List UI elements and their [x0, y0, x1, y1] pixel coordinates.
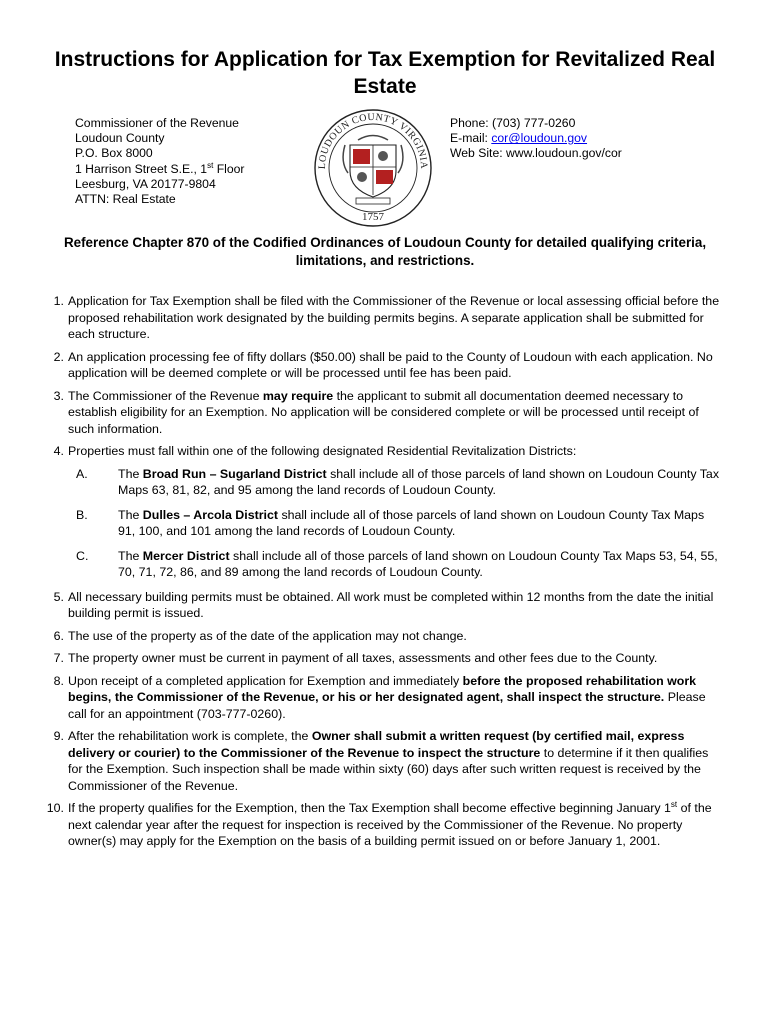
contact-info: [450, 116, 622, 162]
phone-text: Phone: (703) 777-0260: [450, 116, 576, 130]
list-item: 4. Properties must fall within one of the following designated Residential Revitalization Districts: A. The Broad Run – Sugarland District shall include all of those parcels of land shown on Loudoun County Tax Maps 63, 81, 82, and 95 among the land records of Loudoun County. B. The Dulles – Arcola District shall include all of those parcels of land shown on Loudoun County Tax Maps 91, 100, and 101 among the land records of Loudoun County. C. The Mercer District shall include all of those parcels of land shown on Loudoun County Tax Maps 53, 54, 55, 70, 71, 72, 86, and 89 among the land records of Loudoun County.: [40, 443, 720, 581]
district-item: A. The Broad Run – Sugarland District shall include all of those parcels of land shown on Loudoun County Tax Maps 63, 81, 82, and 95 among the land records of Loudoun County.: [76, 466, 720, 497]
mailing-address: [75, 116, 244, 207]
address-line: Loudoun County: [75, 131, 165, 146]
reference-heading: Reference Chapter 870 of the Codified Ordinances of Loudoun County for detailed qualifying criteria, limitations, and restrictions.: [63, 235, 707, 268]
address-line: 1 Harrison Street S.E., 1st Floor: [75, 160, 245, 176]
website-text: Web Site: www.loudoun.gov/cor: [450, 146, 622, 161]
seal-year: 1757: [362, 211, 384, 223]
list-item: 10. If the property qualifies for the Exemption, then the Tax Exemption shall become effective beginning January 1st of the next calendar year after the request for inspection is received by the Commissioner of the Revenue. No property owner(s) may apply for the Exemption on the basis of a building permit issued on or before January 1, 2001.: [46, 799, 712, 848]
instruction-list: [40, 293, 720, 856]
district-item: C. The Mercer District shall include all of those parcels of land shown on Loudoun County Tax Maps 53, 54, 55, 70, 71, 72, 86, and 89 among the land records of Loudoun County.: [76, 548, 718, 579]
list-item: 1. Application for Tax Exemption shall be filed with the Commissioner of the Revenue or local assessing official before the proposed rehabilitation work designated by the building permits begins. A separate application shall be submitted for each structure.: [53, 294, 720, 341]
address-line: ATTN: Real Estate: [75, 192, 176, 207]
county-seal-icon: [312, 107, 434, 229]
list-item: 9. After the rehabilitation work is complete, the Owner shall submit a written request (by certified mail, express delivery or courier) to the Commissioner of the Revenue to inspect the structure to determine if it then qualifies for the Exemption. Such inspection shall be made within sixty (60) days after such written request is received by the Commissioner of the Revenue.: [53, 729, 709, 793]
list-item: 3. The Commissioner of the Revenue may require the applicant to submit all documentation deemed necessary to establish eligibility for an Exemption. No application will be considered complete or will be processed until receipt of such information.: [53, 388, 699, 436]
address-line: Leesburg, VA 20177-9804: [75, 176, 216, 191]
list-item: 6. The use of the property as of the date of the application may not change.: [53, 628, 467, 643]
address-line: Commissioner of the Revenue: [75, 116, 239, 130]
page-title: Instructions for Application for Tax Exemption for Revitalized Real Estate: [54, 48, 716, 98]
list-item: 7. The property owner must be current in payment of all taxes, assessments and other fees due to the County.: [53, 651, 658, 665]
list-item: 8. Upon receipt of a completed application for Exemption and immediately before the proposed rehabilitation work begins, the Commissioner of the Revenue, or his or her designated agent, shall inspect the structure. Please call for an appointment (703-777-0260).: [53, 673, 706, 721]
district-item: B. The Dulles – Arcola District shall include all of those parcels of land shown on Loudoun County Tax Maps 91, 100, and 101 among the land records of Loudoun County.: [76, 507, 705, 538]
seal-text: LOUDOUN COUNTY VIRGINIA: [316, 111, 430, 170]
address-line: P.O. Box 8000: [75, 146, 153, 161]
list-item: 2. An application processing fee of fifty dollars ($50.00) shall be paid to the County of Loudoun with each application. No application will be deemed complete or will be processed until fee has been paid.: [53, 349, 713, 380]
email-line: E-mail: cor@loudoun.gov: [450, 131, 588, 146]
list-item: 5. All necessary building permits must be obtained. All work must be completed within 12 months from the date the initial building permit is issued.: [53, 589, 714, 620]
email-link[interactable]: cor@loudoun.gov: [491, 131, 588, 146]
